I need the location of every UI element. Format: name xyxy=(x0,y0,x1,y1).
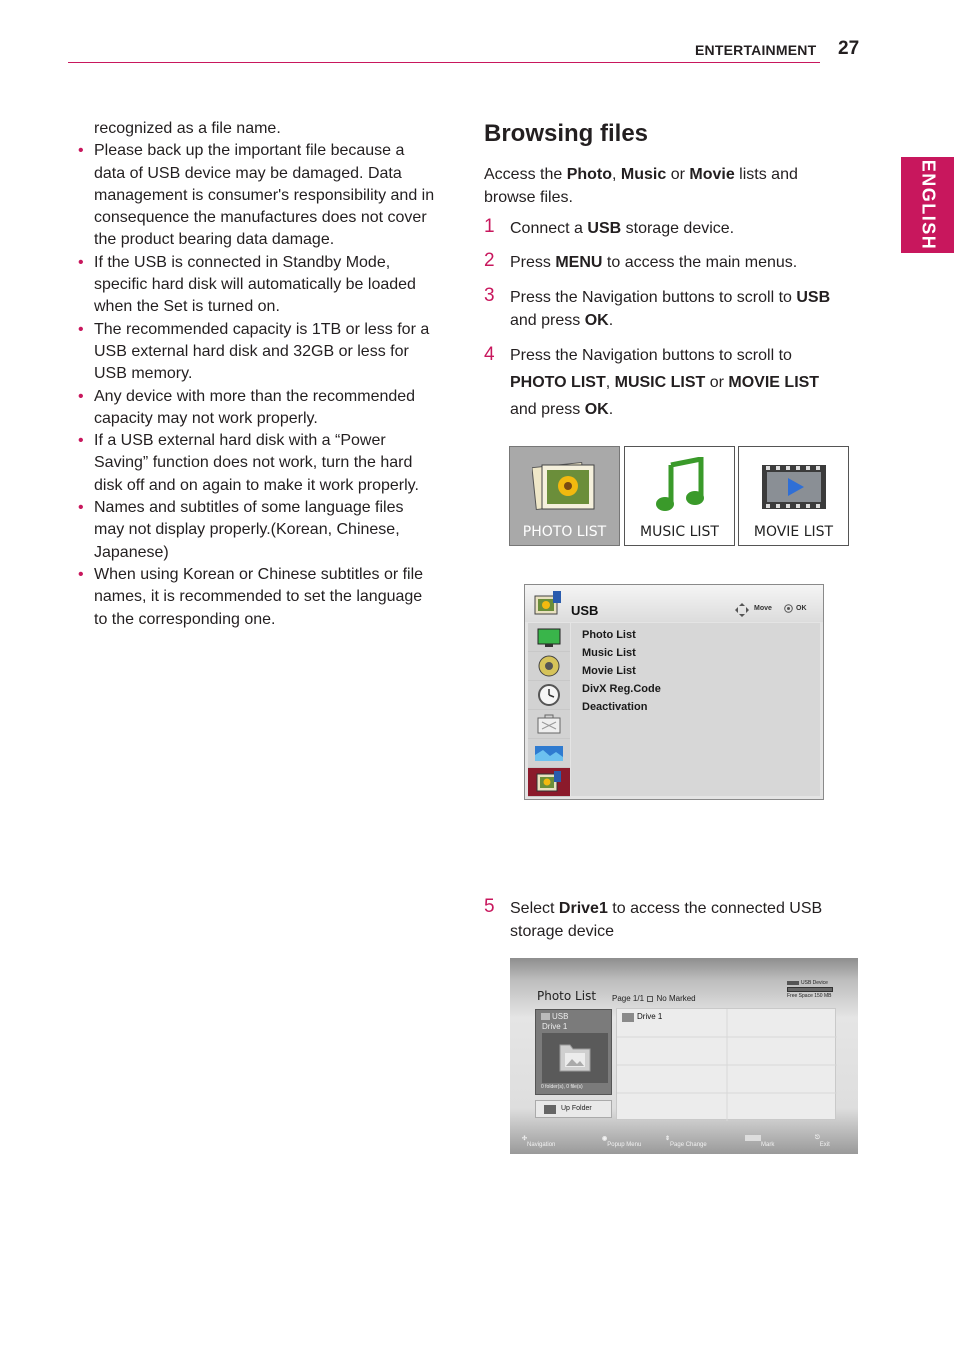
photo-list-screen xyxy=(510,958,858,1154)
bullet-icon: • xyxy=(78,499,84,517)
menu-item-deactivation[interactable]: Deactivation xyxy=(582,701,648,713)
note-item: • When using Korean or Chinese subtitles or file names, it is recommended to set the language to the corresponding one. xyxy=(78,565,424,628)
ok-button-icon xyxy=(784,604,793,613)
drive-1-folder[interactable]: Drive 1 xyxy=(637,1012,663,1021)
step-2 xyxy=(484,252,854,275)
usb-menu-title: USB xyxy=(571,603,599,618)
menu-item-music-list[interactable]: Music List xyxy=(582,647,636,659)
menu-item-photo-list[interactable]: Photo List xyxy=(582,629,636,641)
language-tab-label: ENGLISH xyxy=(918,159,938,251)
usb-photo-icon xyxy=(533,590,563,618)
checkbox-icon xyxy=(647,996,653,1002)
folder-thumbnail xyxy=(542,1033,608,1083)
hint-move: Move xyxy=(754,605,772,612)
photo-icon xyxy=(532,459,598,515)
hint-popup-menu: ◉ Popup Menu xyxy=(602,1136,642,1148)
step-number: 3 xyxy=(484,285,495,306)
tile-label: MOVIE LIST xyxy=(753,524,834,540)
up-folder-button[interactable] xyxy=(535,1100,612,1118)
usb-menu-header xyxy=(525,585,823,622)
left-column xyxy=(78,118,438,631)
continued-text: recognized as a file name. xyxy=(94,120,281,137)
tile-movie-list[interactable] xyxy=(738,446,849,546)
bullet-icon: • xyxy=(78,565,84,583)
navigation-icon: ✣ xyxy=(522,1136,528,1142)
usb-menu-screen xyxy=(524,584,824,800)
folder-preview-pane xyxy=(535,1009,612,1095)
tile-label: PHOTO LIST xyxy=(522,524,607,540)
step-5 xyxy=(484,898,854,943)
step-3 xyxy=(484,287,854,332)
step-text: Connect a USB storage device. xyxy=(510,220,735,237)
picture-icon[interactable] xyxy=(528,739,570,768)
step-number: 2 xyxy=(484,250,495,271)
up-folder-icon xyxy=(544,1105,556,1114)
step-text: Press the Navigation buttons to scroll to PHOTO LIST, MUSIC LIST or MOVIE LIST and press OK. xyxy=(510,347,820,418)
menu-item-divx-reg-code[interactable]: DivX Reg.Code xyxy=(582,683,661,695)
hint-ok: OK xyxy=(796,605,807,612)
photo-list-title: Photo List xyxy=(537,989,597,1003)
bullet-icon: • xyxy=(78,320,84,338)
grid-lines xyxy=(617,1009,837,1121)
note-item: • The recommended capacity is 1TB or less for a USB external hard disk and 32GB or less for USB memory. xyxy=(78,320,430,383)
free-space-bar xyxy=(787,987,833,992)
page-change-icon: ⇕ xyxy=(665,1136,671,1142)
tile-music-list[interactable] xyxy=(624,446,735,546)
preview-usb-label: USB xyxy=(552,1012,569,1021)
language-tab xyxy=(901,157,954,253)
usb-menu-sidebar xyxy=(528,623,570,797)
speaker-icon[interactable] xyxy=(528,652,570,681)
footer-hints xyxy=(510,1128,858,1154)
bullet-icon: • xyxy=(78,432,84,450)
usb-device-icon xyxy=(787,981,799,985)
tile-photo-list[interactable] xyxy=(509,446,620,546)
note-item: • If the USB is connected in Standby Mode, specific hard disk will automatically be loaded when the Set is turned on. xyxy=(78,253,416,316)
file-grid xyxy=(616,1008,836,1120)
bullet-icon: • xyxy=(78,142,84,160)
notes-list xyxy=(78,140,438,631)
page-number: 27 xyxy=(838,38,860,59)
usb-device-status: USB Device Free Space 150 MB xyxy=(787,980,832,999)
item-count: 0 folder(s), 0 file(s) xyxy=(541,1084,583,1090)
header-rule xyxy=(68,62,820,63)
hint-page-change: ⇕ Page Change xyxy=(665,1136,707,1148)
note-item: • Please back up the important file because a data of USB device may be damaged. Data management is consumer's responsibility and in consequence the manufactures does not cover the product bearing data damage. xyxy=(78,142,435,249)
usb-photo-icon[interactable] xyxy=(528,768,570,797)
navigation-arrows-icon xyxy=(735,603,749,617)
page-info: Page 1/1 No Marked xyxy=(612,994,696,1003)
folder-icon xyxy=(541,1013,550,1020)
free-space-label: Free Space 150 MB xyxy=(787,993,832,999)
bullet-icon: • xyxy=(78,253,84,271)
step-number: 5 xyxy=(484,896,495,917)
note-item: • Any device with more than the recommended capacity may not work properly. xyxy=(78,387,416,427)
clock-icon[interactable] xyxy=(528,681,570,710)
step-text: Press MENU to access the main menus. xyxy=(510,254,798,271)
hint-navigation: ✣ Navigation xyxy=(522,1136,556,1148)
step-4 xyxy=(484,342,854,423)
usb-menu-list xyxy=(571,623,820,796)
preview-drive-label: Drive 1 xyxy=(542,1022,568,1031)
music-note-icon xyxy=(653,457,709,515)
popup-menu-icon: ◉ xyxy=(602,1136,608,1142)
folder-icon xyxy=(622,1013,634,1022)
step-text: Press the Navigation buttons to scroll to USB and press OK. xyxy=(510,289,831,329)
running-header-section: ENTERTAINMENT xyxy=(695,42,817,58)
menu-item-movie-list[interactable]: Movie List xyxy=(582,665,636,677)
folder-photo-icon xyxy=(542,1033,608,1083)
intro-paragraph: Access the Photo, Music or Movie lists and browse files. xyxy=(484,166,798,206)
hint-exit: ⎋ Exit xyxy=(815,1135,830,1148)
step-number: 4 xyxy=(484,344,495,365)
note-item: • Names and subtitles of some language files may not display properly.(Korean, Chinese, Japanese) xyxy=(78,499,404,561)
step-number: 1 xyxy=(484,216,495,237)
note-item: • If a USB external hard disk with a “Power Saving” function does not work, turn the hard disk off and on again to make it work properly. xyxy=(78,432,419,494)
tile-label: MUSIC LIST xyxy=(640,524,719,540)
bullet-icon: • xyxy=(78,387,84,405)
up-folder-label: Up Folder xyxy=(561,1105,592,1112)
tv-icon[interactable] xyxy=(528,623,570,652)
mark-icon xyxy=(745,1135,761,1141)
toolbox-icon[interactable] xyxy=(528,710,570,739)
film-icon xyxy=(761,464,827,510)
exit-icon: ⎋ xyxy=(815,1135,820,1141)
section-title: Browsing files xyxy=(484,120,649,147)
hint-mark: Mark xyxy=(745,1135,761,1142)
step-text: Select Drive1 to access the connected USB storage device xyxy=(510,900,823,940)
step-1 xyxy=(484,218,854,241)
